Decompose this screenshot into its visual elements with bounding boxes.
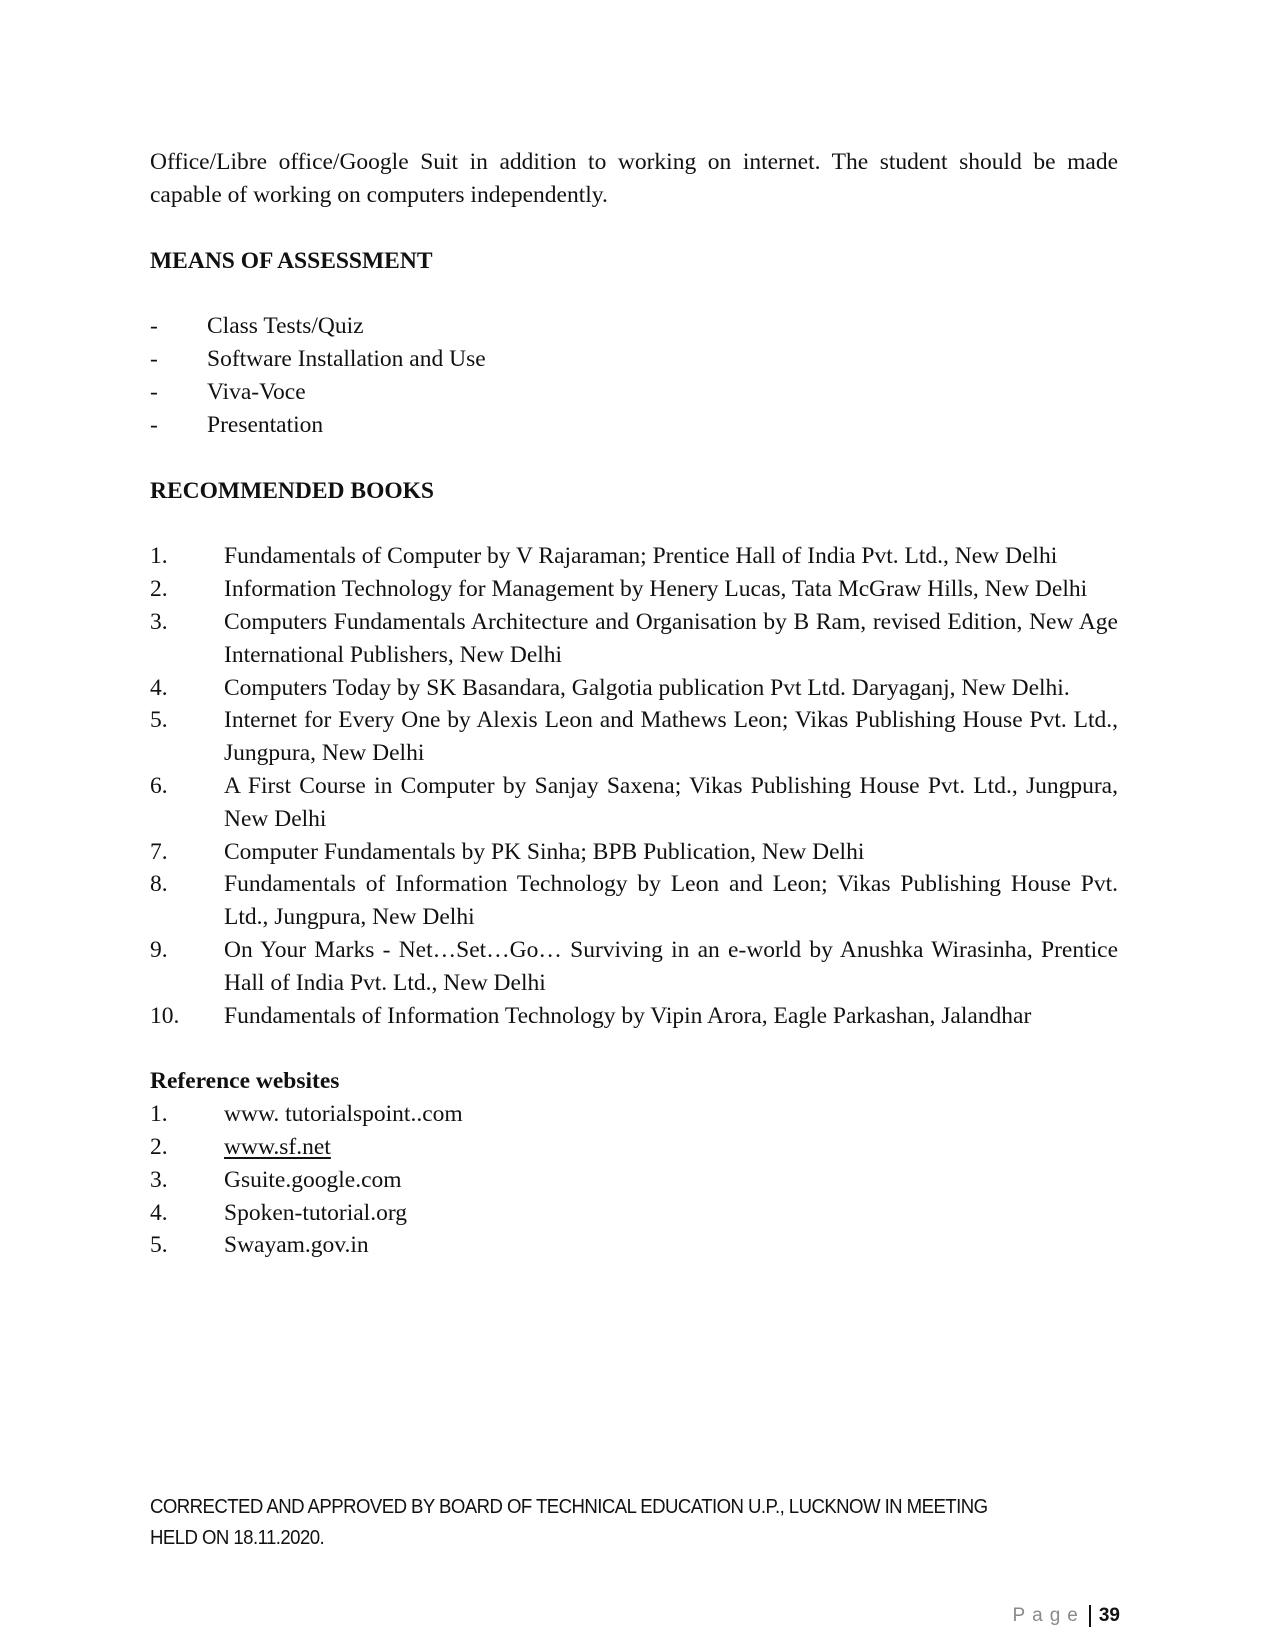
book-item: 8. Fundamentals of Information Technology by Leon and Leon; Vikas Publishing House Pvt. Ltd., Jungpura, New Delhi bbox=[150, 871, 1118, 931]
website-item: 2. www.sf.net bbox=[150, 1133, 331, 1160]
page-separator bbox=[1089, 1605, 1091, 1627]
page-number: 39 bbox=[1098, 1605, 1120, 1626]
page-number-footer bbox=[1012, 1603, 1120, 1629]
assessment-item: - Presentation bbox=[150, 409, 1118, 442]
website-item: 3. Gsuite.google.com bbox=[150, 1166, 402, 1193]
book-item: 6. A First Course in Computer by Sanjay Saxena; Vikas Publishing House Pvt. Ltd., Jungpura, New Delhi bbox=[150, 772, 1118, 832]
websites-list bbox=[150, 1098, 1118, 1262]
website-item: 4. Spoken-tutorial.org bbox=[150, 1199, 407, 1226]
book-item: 3. Computers Fundamentals Architecture and Organisation by B Ram, revised Edition, New Age International Publishers, New Delhi bbox=[150, 608, 1118, 668]
approval-note-line2: HELD ON 18.11.2020. bbox=[150, 1527, 325, 1549]
assessment-item: - Viva-Voce bbox=[150, 376, 1118, 409]
website-link: Spoken-tutorial.org bbox=[224, 1199, 407, 1226]
assessment-item: - Software Installation and Use bbox=[150, 343, 1118, 376]
approval-footer-note bbox=[150, 1492, 1061, 1554]
dash-bullet-icon: - bbox=[150, 313, 158, 340]
website-item: 1. www. tutorialspoint..com bbox=[150, 1101, 463, 1128]
book-item: 1. Fundamentals of Computer by V Rajaraman; Prentice Hall of India Pvt. Ltd., New Delhi bbox=[150, 543, 1058, 570]
book-item: 10. Fundamentals of Information Technology by Vipin Arora, Eagle Parkashan, Jalandhar bbox=[150, 1002, 1032, 1029]
websites-heading: Reference websites bbox=[150, 1068, 340, 1095]
assessment-list bbox=[150, 310, 1118, 441]
intro-paragraph: Office/Libre office/Google Suit in addition to working on internet. The student should be made capable of working on computers independently. bbox=[150, 149, 1118, 208]
book-item: 5. Internet for Every One by Alexis Leon and Mathews Leon; Vikas Publishing House Pvt. Ltd., Jungpura, New Delhi bbox=[150, 707, 1118, 767]
website-link: Swayam.gov.in bbox=[224, 1232, 369, 1259]
website-link: Gsuite.google.com bbox=[224, 1166, 402, 1193]
approval-note-line1: CORRECTED AND APPROVED BY BOARD OF TECHNICAL EDUCATION U.P., LUCKNOW IN MEETING bbox=[150, 1496, 988, 1518]
page-label: Page bbox=[1012, 1605, 1085, 1626]
dash-bullet-icon: - bbox=[150, 411, 158, 438]
book-item: 2. Information Technology for Management by Henery Lucas, Tata McGraw Hills, New Delhi bbox=[150, 576, 1088, 603]
dash-bullet-icon: - bbox=[150, 346, 158, 373]
website-item: 5. Swayam.gov.in bbox=[150, 1232, 369, 1259]
page-content bbox=[150, 146, 1118, 1262]
assessment-heading: MEANS OF ASSESSMENT bbox=[150, 247, 433, 274]
book-item: 9. On Your Marks - Net…Set…Go… Surviving in an e-world by Anushka Wirasinha, Prentice Hall of India Pvt. Ltd., New Delhi bbox=[150, 936, 1118, 996]
book-item: 7. Computer Fundamentals by PK Sinha; BPB Publication, New Delhi bbox=[150, 838, 865, 865]
website-hyperlink[interactable]: www.sf.net bbox=[224, 1133, 331, 1160]
website-link: www. tutorialspoint..com bbox=[224, 1101, 463, 1128]
book-item: 4. Computers Today by SK Basandara, Galgotia publication Pvt Ltd. Daryaganj, New Delhi. bbox=[150, 674, 1070, 701]
books-list bbox=[150, 540, 1118, 1032]
books-heading: RECOMMENDED BOOKS bbox=[150, 477, 434, 504]
assessment-item: - Class Tests/Quiz bbox=[150, 310, 1118, 343]
dash-bullet-icon: - bbox=[150, 378, 158, 405]
